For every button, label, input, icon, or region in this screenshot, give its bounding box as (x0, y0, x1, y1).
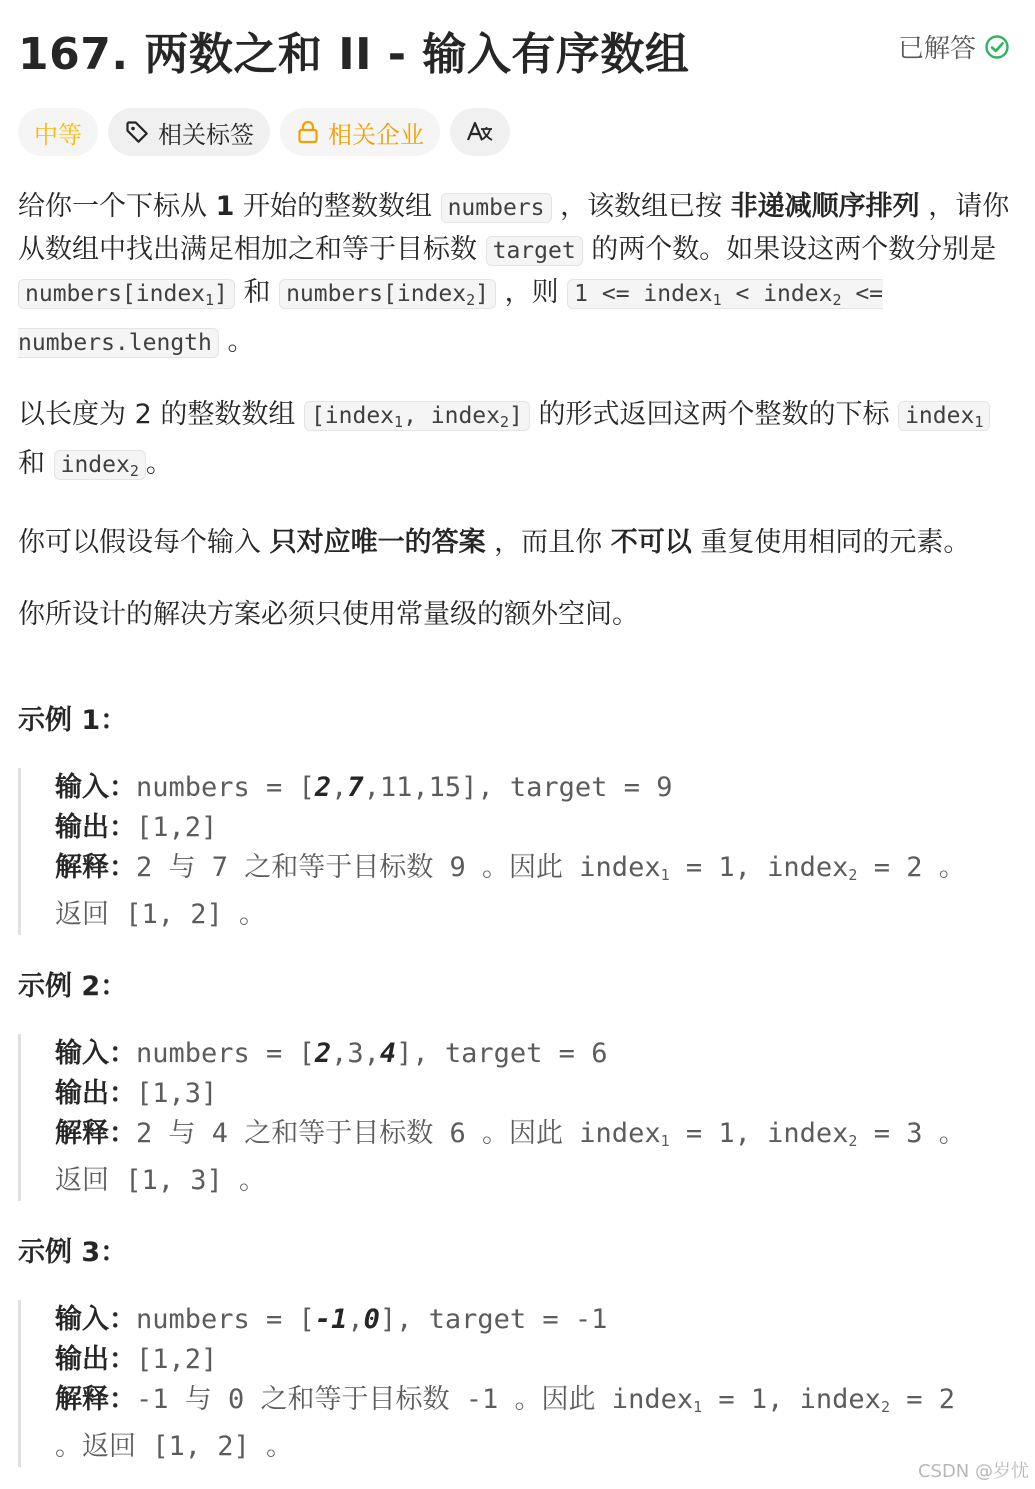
example-explain-line: 解释：2 与 7 之和等于目标数 9 。因此 index$_1$ = 1, index$_2$ = 2 。 (55, 852, 966, 884)
topics-label: 相关标签 (158, 120, 254, 149)
tag-icon (124, 119, 150, 145)
example-output-line: 输出：[1,2] (55, 1344, 218, 1375)
example-3-title: 示例 3： (18, 1237, 128, 1268)
example-input-line: 输入：numbers = [2,3,4], target = 6 (55, 1038, 608, 1069)
example-3-block (18, 1300, 1035, 1467)
inline-code: index$_2$ (54, 450, 146, 480)
check-circle-icon (984, 34, 1010, 60)
example-explain-line: 解释：2 与 4 之和等于目标数 6 。因此 index$_1$ = 1, index$_2$ = 3 。 (55, 1118, 966, 1150)
difficulty-label: 中等 (34, 120, 82, 149)
topics-tag-button[interactable] (108, 108, 270, 156)
inline-code: 1 <= index$_1$ < index$_2$ <= numbers.length (18, 281, 884, 356)
example-explain-line: 解释：-1 与 0 之和等于目标数 -1 。因此 index$_1$ = 1, index$_2$ = 2 (55, 1384, 955, 1416)
title-row (18, 0, 1018, 94)
companies-tag-button[interactable] (280, 108, 440, 156)
example-2-title: 示例 2： (18, 971, 128, 1002)
tag-bar (18, 108, 510, 156)
example-output-line: 输出：[1,2] (55, 812, 218, 843)
example-input-line: 输入：numbers = [-1,0], target = -1 (55, 1304, 608, 1335)
inline-code: index$_1$ (898, 401, 990, 431)
difficulty-tag[interactable] (18, 108, 98, 156)
solved-status[interactable] (898, 28, 1010, 65)
description-paragraph-2: 以长度为 2 的整数数组 [index$_1$, index$_2$] 的形式返回这两个整数的下标 index$_1$ 和 index$_2$ 。 (18, 394, 1022, 492)
example-explain-line-2: 返回 [1, 2] 。 (55, 899, 267, 930)
inline-code: target (486, 236, 583, 266)
lock-icon (296, 119, 320, 145)
watermark: CSDN @岁忧 (917, 1461, 1029, 1482)
inline-code: numbers[index$_2$] (279, 279, 496, 309)
solved-label: 已解答 (897, 34, 976, 64)
example-explain-line-2: 。返回 [1, 2] 。 (55, 1431, 294, 1462)
translate-icon (466, 119, 494, 145)
example-input-line: 输入：numbers = [2,7,11,15], target = 9 (55, 772, 673, 803)
inline-code: numbers (441, 193, 552, 223)
example-1-block (18, 768, 1035, 935)
description-paragraph-3: 你可以假设每个输入 只对应唯一的答案 ，而且你 不可以 重复使用相同的元素。 (18, 527, 971, 558)
example-output-line: 输出：[1,3] (55, 1078, 218, 1109)
description-paragraph-1: 给你一个下标从 1 开始的整数数组 numbers ，该数组已按 非递减顺序排列 ，请你从数组中找出满足相加之和等于目标数 target 的两个数。如果设这两个数分别是 numbers[index$_1$] 和 numbers[index$_2$] ，则 1 <= index$_1$ < index$_2$ <= numbers.length 。 (18, 191, 1010, 357)
inline-code: numbers[index$_1$] (18, 279, 235, 309)
description-paragraph-4: 你所设计的解决方案必须只使用常量级的额外空间。 (18, 599, 639, 630)
problem-description (18, 186, 1022, 666)
example-1-title: 示例 1： (18, 705, 128, 736)
companies-label: 相关企业 (328, 120, 424, 149)
problem-title: 167. 两数之和 II - 输入有序数组 (18, 29, 690, 80)
inline-code: [index$_1$, index$_2$] (304, 401, 530, 431)
example-2-block (18, 1034, 1035, 1201)
translate-button[interactable] (450, 108, 510, 156)
example-explain-line-2: 返回 [1, 3] 。 (55, 1165, 267, 1196)
problem-page (18, 0, 1018, 1462)
